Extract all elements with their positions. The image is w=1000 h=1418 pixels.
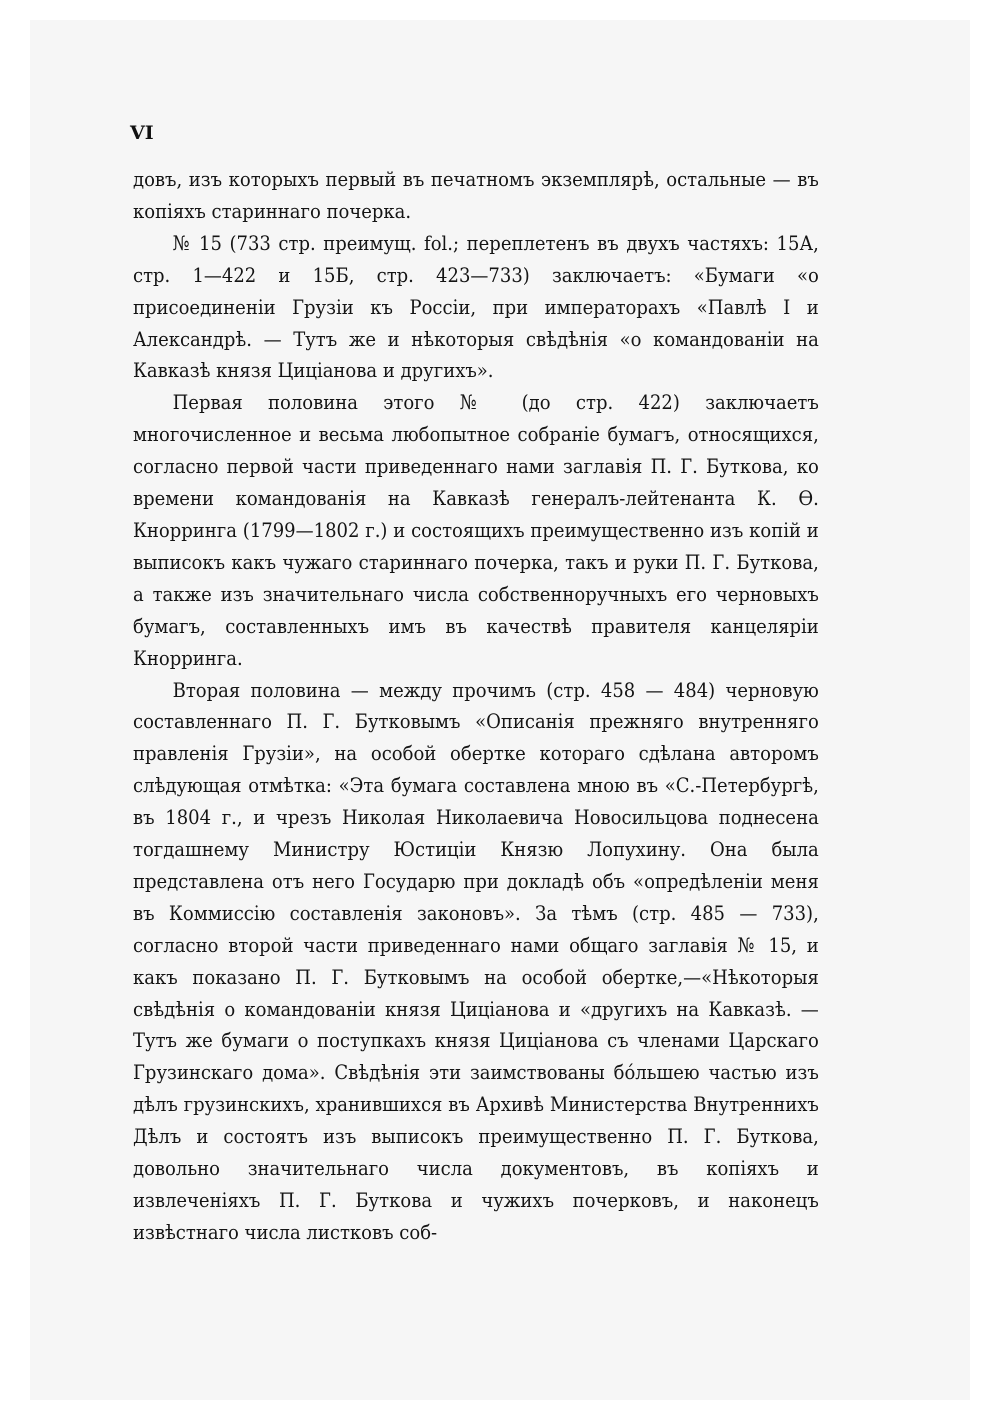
page-number: VI xyxy=(130,122,154,144)
paragraph-continuation: довъ, изъ которыхъ первый въ печатномъ экземплярѣ, остальные — въ копіяхъ стариннаго почерка. xyxy=(133,167,819,223)
paragraph-item-15: № 15 (733 стр. преимущ. fol.; переплетенъ въ двухъ частяхъ: 15А, стр. 1—422 и 15Б, стр. 423—733) заключаетъ: «Бумаги «о присоединеніи Грузіи къ Россіи, при императорахъ «Павлѣ I и Александрѣ. — Тутъ же и нѣкоторыя свѣдѣнія «о командованіи на Кавказѣ князя Циціанова и другихъ». xyxy=(133,230,819,383)
body-text xyxy=(133,164,819,1249)
paragraph-first-half: Первая половина этого № (до стр. 422) заключаетъ многочисленное и весьма любопытное собраніе бумагъ, относящихся, согласно первой части приведеннаго нами заглавія П. Г. Буткова, ко времени командованія на Кавказѣ генералъ-лейтенанта К. Ѳ. Кнорринга (1799—1802 г.) и состоящихъ преимущественно изъ копій и выписокъ какъ чужаго стариннаго почерка, такъ и руки П. Г. Буткова, а также изъ значительнаго числа собственноручныхъ его черновыхъ бумагъ, составленныхъ имъ въ качествѣ правителя канцеляріи Кнорринга. xyxy=(133,390,819,670)
paragraph-second-half: Вторая половина — между прочимъ (стр. 458 — 484) черновую составленнаго П. Г. Бутковымъ «Описанія прежняго внутренняго правленія Грузіи», на особой обертке котораго сдѣлана авторомъ слѣдующая отмѣтка: «Эта бумага составлена мною въ «С.-Петербургѣ, въ 1804 г., и чрезъ Николая Николаевича Новосильцова поднесена тогдашнему Министру Юстиціи Князю Лопухину. Она была представлена отъ него Государю при докладѣ объ «опредѣленіи меня въ Коммиссію составленія законовъ». За тѣмъ (стр. 485 — 733), согласно второй части приведеннаго нами общаго заглавія № 15, и какъ показано П. Г. Бутковымъ на особой обертке,—«Нѣкоторыя свѣдѣнія о командованіи князя Циціанова и «другихъ на Кавказѣ. — Тутъ же бумаги о поступкахъ князя Циціанова съ членами Царскаго Грузинскаго дома». Свѣдѣнія эти заимствованы бо́льшею частью изъ дѣлъ грузинскихъ, хранившихся въ Архивѣ Министерства Внутреннихъ Дѣлъ и состоятъ изъ выписокъ преимущественно П. Г. Буткова, довольно значительнаго числа документовъ, въ копіяхъ и извлеченіяхъ П. Г. Буткова и чужихъ почерковъ, и наконецъ извѣстнаго числа листковъ соб- xyxy=(133,677,819,1244)
